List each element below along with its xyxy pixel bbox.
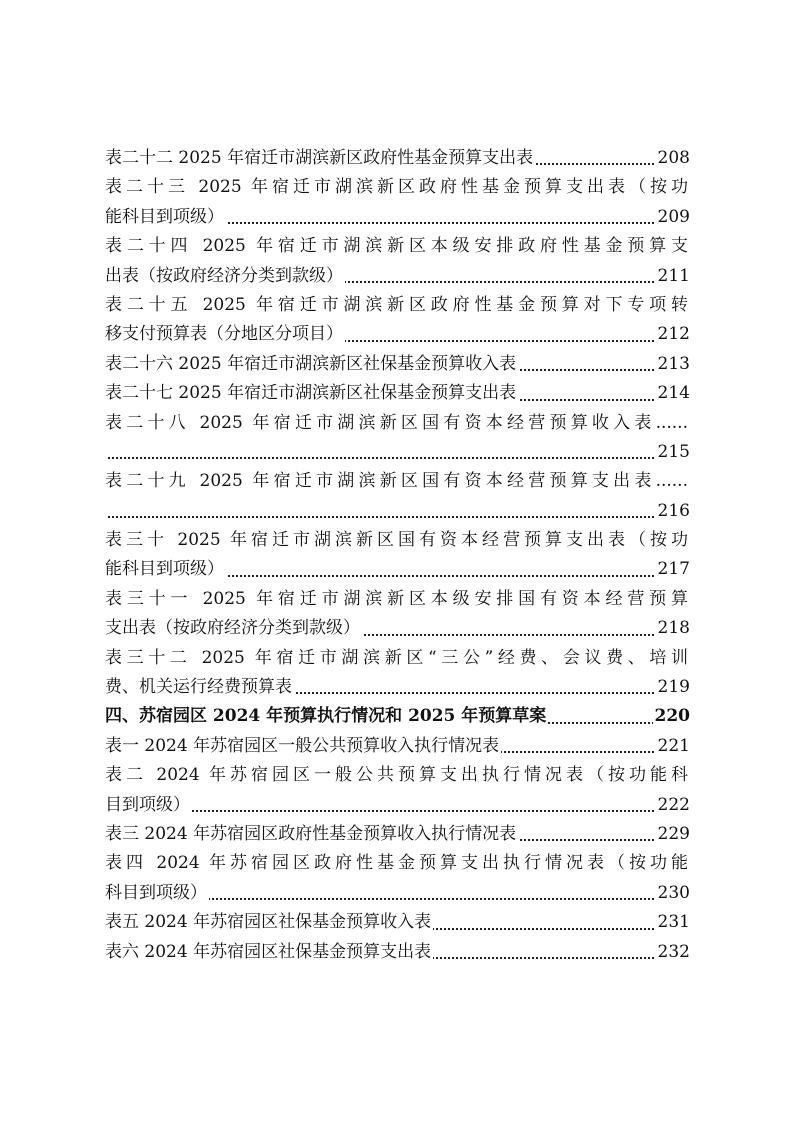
toc-entry-line[interactable] (105, 938, 690, 967)
toc-entry-line[interactable] (105, 291, 690, 320)
toc-entry-title: 表二十九 2025 年宿迁市湖滨新区国有资本经营预算支出表...... (105, 471, 688, 492)
toc-entry-title: 费、机关运行经费预算表 (105, 677, 292, 698)
toc-entry-line[interactable] (105, 761, 690, 790)
toc-entry-line[interactable] (105, 320, 690, 349)
toc-entry-line[interactable] (105, 702, 690, 731)
toc-entry-line[interactable] (105, 849, 690, 878)
toc-entry-title: 表五 2024 年苏宿园区社保基金预算收入表 (105, 912, 432, 933)
toc-entry-line[interactable] (105, 144, 690, 173)
toc-entry-line[interactable] (105, 203, 690, 232)
toc-page-number: 212 (656, 320, 690, 349)
toc-page-number: 218 (656, 614, 690, 643)
toc-entry-title: 能科目到项级） (105, 559, 224, 580)
toc-page-number: 232 (656, 938, 690, 967)
toc-page-number: 222 (656, 791, 690, 820)
toc-entry-title: 表二十三 2025 年宿迁市湖滨新区政府性基金预算支出表（按功 (105, 177, 688, 198)
toc-entry-title: 目到项级） (105, 794, 190, 815)
toc-entry-line[interactable] (105, 879, 690, 908)
toc-entry-line[interactable] (105, 262, 690, 291)
toc-page-number: 230 (656, 879, 690, 908)
toc-entry-title: 四、苏宿园区 2024 年预算执行情况和 2025 年预算草案 (105, 706, 547, 727)
toc-entry-line[interactable] (105, 820, 690, 849)
toc-entry-title: 表四 2024 年苏宿园区政府性基金预算支出执行情况表（按功能 (105, 853, 688, 874)
toc-entry-line[interactable] (105, 673, 690, 702)
toc-entry-title: 移支付预算表（分地区分项目） (105, 324, 343, 345)
toc-entry-line[interactable] (105, 644, 690, 673)
toc-entry-title: 表二十四 2025 年宿迁市湖滨新区本级安排政府性基金预算支 (105, 236, 688, 257)
toc-page-number: 220 (653, 702, 691, 731)
toc-entry-line[interactable] (105, 908, 690, 937)
toc-page-number: 221 (656, 732, 690, 761)
toc-entry-line[interactable] (105, 467, 690, 496)
toc-entry-title (105, 442, 107, 462)
toc-entry-title: 表三十一 2025 年宿迁市湖滨新区本级安排国有资本经营预算 (105, 588, 688, 609)
toc-page-number: 215 (656, 438, 690, 467)
toc-entry-line[interactable] (105, 438, 690, 467)
toc-entry-title: 表二十二 2025 年宿迁市湖滨新区政府性基金预算支出表 (105, 148, 534, 168)
toc-entry-title: 表二十八 2025 年宿迁市湖滨新区国有资本经营预算收入表...... (105, 412, 688, 433)
toc-entry-title (105, 501, 107, 521)
toc-page-number: 214 (656, 379, 690, 408)
toc-page-number: 217 (656, 555, 690, 584)
toc-entry-line[interactable] (105, 350, 690, 379)
toc-page-number: 216 (656, 497, 690, 526)
toc-page-number: 208 (656, 144, 690, 173)
toc-entry-title: 支出表（按政府经济分类到款级） (105, 618, 360, 639)
toc-entry-line[interactable] (105, 409, 690, 438)
toc-entry-line[interactable] (105, 379, 690, 408)
toc-entry-line[interactable] (105, 732, 690, 761)
toc-entry-line[interactable] (105, 497, 690, 526)
toc-entry-title: 科目到项级） (105, 882, 207, 903)
toc-entry-title: 表一 2024 年苏宿园区一般公共预算收入执行情况表 (105, 735, 500, 756)
toc-entry-title: 表三十二 2025 年宿迁市湖滨新区“三公”经费、会议费、培训 (105, 647, 688, 668)
toc-entry-line[interactable] (105, 585, 690, 614)
toc-entry-title: 出表（按政府经济分类到款级） (105, 265, 343, 286)
toc-entry-line[interactable] (105, 614, 690, 643)
toc-entry-title: 表三十 2025 年宿迁市湖滨新区国有资本经营预算支出表（按功 (105, 530, 688, 551)
table-of-contents (105, 144, 690, 967)
toc-entry-title: 表二十六 2025 年宿迁市湖滨新区社保基金预算收入表 (105, 353, 517, 374)
toc-entry-title: 表三 2024 年苏宿园区政府性基金预算收入执行情况表 (105, 823, 517, 844)
toc-page-number: 219 (656, 673, 690, 702)
toc-entry-line[interactable] (105, 791, 690, 820)
toc-entry-line[interactable] (105, 526, 690, 555)
toc-entry-title: 表六 2024 年苏宿园区社保基金预算支出表 (105, 941, 432, 962)
toc-page-number: 231 (656, 908, 690, 937)
toc-entry-title: 能科目到项级） (105, 206, 224, 227)
toc-page-number: 209 (656, 203, 690, 232)
toc-entry-line[interactable] (105, 232, 690, 261)
toc-entry-line[interactable] (105, 555, 690, 584)
toc-entry-title: 表二十七 2025 年宿迁市湖滨新区社保基金预算支出表 (105, 383, 517, 404)
toc-entry-title: 表二 2024 年苏宿园区一般公共预算支出执行情况表（按功能科 (105, 765, 688, 786)
toc-entry-line[interactable] (105, 173, 690, 202)
toc-page-number: 213 (656, 350, 690, 379)
toc-page-number: 229 (656, 820, 690, 849)
toc-page-number: 211 (656, 262, 690, 291)
toc-entry-title: 表二十五 2025 年宿迁市湖滨新区政府性基金预算对下专项转 (105, 294, 688, 315)
